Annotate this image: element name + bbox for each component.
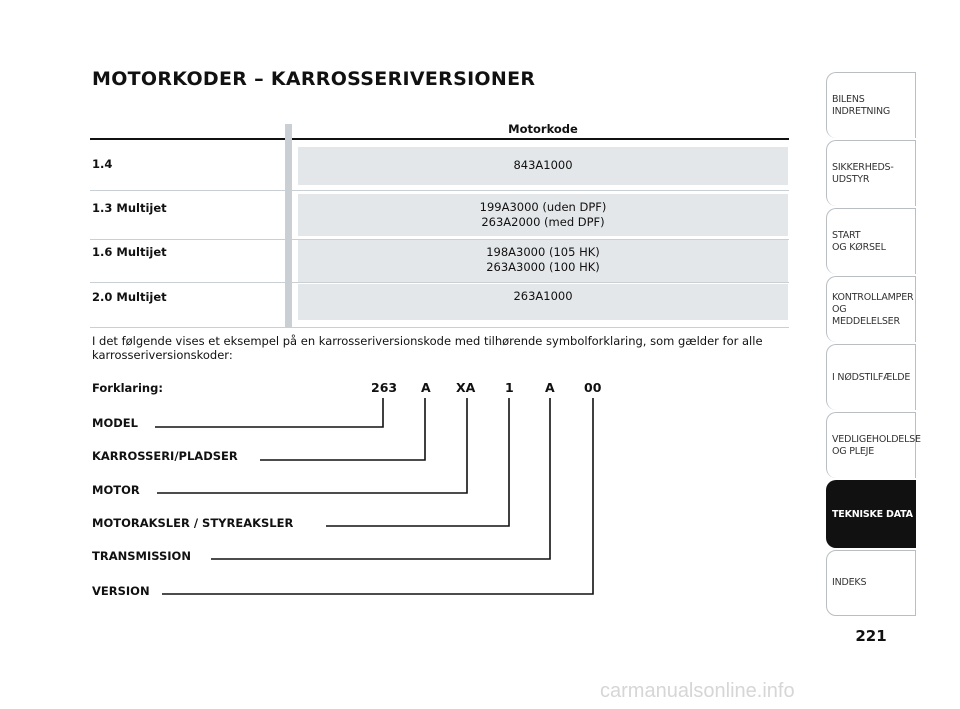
tab-indeks[interactable]: [826, 550, 916, 616]
tab-label: BILENS: [832, 93, 865, 105]
code-part-transmission: A: [545, 380, 555, 395]
intro-paragraph: I det følgende vises et eksempel på en karrosseriversionskode med tilhørende symbolforklaring, som gælder for alle karrosseriversionskoder:: [92, 334, 763, 362]
tab-kontrollamper[interactable]: [826, 276, 916, 342]
tab-sikkerhedsudstyr[interactable]: [826, 140, 916, 206]
tab-tekniske-data[interactable]: [826, 480, 916, 548]
legend-label-body: KARROSSERI/PLADSER: [92, 449, 238, 463]
code-part-version: 00: [584, 380, 602, 395]
table-row-label: 2.0 Multijet: [92, 290, 167, 304]
table-row-label: 1.4: [92, 157, 113, 171]
tab-i-nodstilfaelde[interactable]: [826, 344, 916, 410]
code-part-model: 263: [371, 380, 398, 395]
tab-label: OG KØRSEL: [832, 241, 886, 253]
tab-label: TEKNISKE DATA: [832, 508, 913, 520]
tab-label: OG PLEJE: [832, 445, 875, 457]
page-number: 221: [855, 627, 887, 645]
tab-label: KONTROLLAMPER: [832, 291, 914, 303]
watermark: carmanualsonline.info: [600, 680, 795, 702]
legend-label-engine: MOTOR: [92, 483, 140, 497]
tab-start-og-korsel[interactable]: [826, 208, 916, 274]
tab-label: I NØDSTILFÆLDE: [832, 371, 911, 383]
connector-axles: [326, 398, 509, 526]
engine-code: 263A3000 (100 HK): [486, 260, 600, 274]
tab-vedligeholdelse[interactable]: [826, 412, 921, 478]
legend-label-version: VERSION: [92, 584, 150, 598]
tab-label: INDRETNING: [832, 105, 891, 117]
table-row-label: 1.3 Multijet: [92, 201, 167, 215]
tab-label: INDEKS: [832, 577, 867, 588]
code-part-axles: 1: [505, 380, 514, 395]
connector-model: [155, 398, 383, 427]
code-part-body: A: [421, 380, 431, 395]
tab-label: UDSTYR: [832, 173, 870, 185]
legend-label-model: MODEL: [92, 416, 138, 430]
tab-label: START: [832, 229, 861, 241]
engine-code: 198A3000 (105 HK): [486, 245, 600, 259]
tab-label: VEDLIGEHOLDELSE: [832, 433, 921, 445]
legend-heading: Forklaring:: [92, 381, 163, 395]
engine-code: 263A1000: [513, 289, 573, 303]
tab-label: OG MEDDELELSER: [832, 303, 900, 327]
code-part-engine: XA: [456, 380, 476, 395]
engine-code: 199A3000 (uden DPF): [479, 200, 607, 214]
connector-body: [260, 398, 425, 460]
legend-label-axles: MOTORAKSLER / STYREAKSLER: [92, 516, 294, 530]
connector-transmission: [211, 398, 550, 559]
page-title: MOTORKODER – KARROSSERIVERSIONER: [92, 68, 536, 90]
engine-code: 263A2000 (med DPF): [481, 215, 605, 229]
table-row-label: 1.6 Multijet: [92, 245, 167, 259]
connector-engine: [157, 398, 467, 493]
column-header-engine-code: Motorkode: [508, 122, 578, 136]
legend-label-transmission: TRANSMISSION: [92, 549, 191, 563]
tab-label: SIKKERHEDS-: [832, 161, 894, 173]
engine-code: 843A1000: [513, 158, 573, 172]
tab-bilens-indretning[interactable]: [826, 72, 916, 138]
